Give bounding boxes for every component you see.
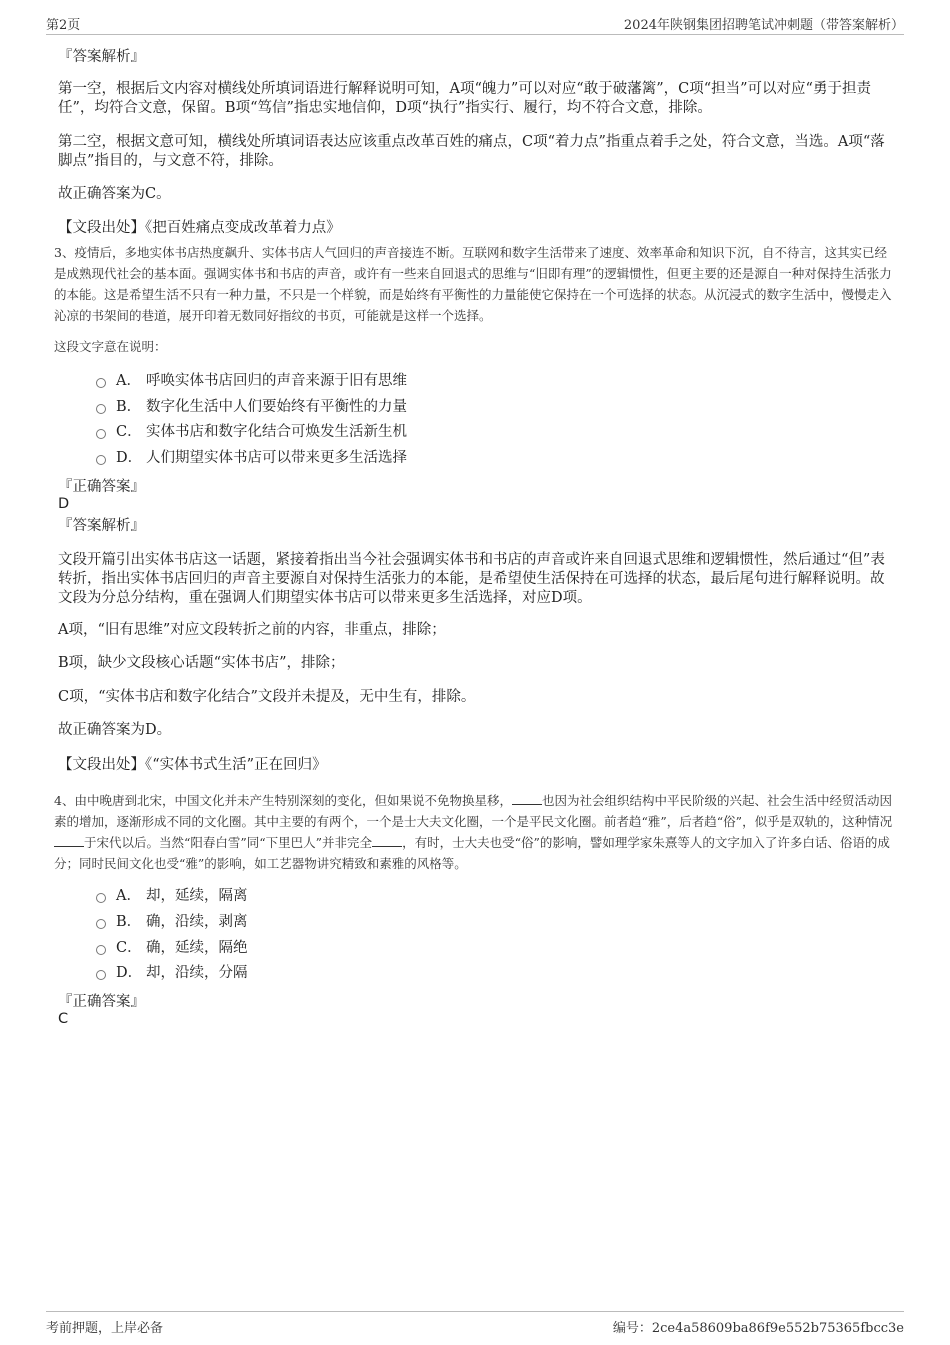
radio-icon[interactable] xyxy=(96,404,106,414)
blank-3 xyxy=(372,834,402,847)
q4-option-d[interactable]: D． 却，沿续，分隔 xyxy=(96,963,248,983)
radio-icon[interactable] xyxy=(96,945,106,955)
blank-2 xyxy=(54,834,84,847)
q2-source: 【文段出处】《把百姓痛点变成改革着力点》 xyxy=(58,220,341,236)
q3-option-b[interactable]: B． 数字化生活中人们要始终有平衡性的力量 xyxy=(96,397,407,417)
document-id: 编号：2ce4a58609ba86f9e552b75365fbcc3e xyxy=(612,1321,904,1336)
radio-icon[interactable] xyxy=(96,455,106,465)
q4-option-c[interactable]: C． 确，延续，隔绝 xyxy=(96,938,248,958)
page-number: 第2页 xyxy=(46,18,81,33)
q2-analysis-label: 『答案解析』 xyxy=(58,49,145,65)
q2-analysis-para3: 故正确答案为C。 xyxy=(58,186,171,202)
q3-source: 【文段出处】《“实体书式生活”正在回归》 xyxy=(58,757,327,773)
page-header xyxy=(46,14,904,35)
q3-correct-answer: D xyxy=(58,496,70,512)
q2-analysis-para1: 第一空，根据后文内容对横线处所填词语进行解释说明可知，A项“魄力”可以对应“敢于破藩篱”，C项“担当”可以对应“勇于担责任”，均符合文意，保留。B项“笃信”指忠实地信仰，D项“执行”指实行、履行，均不符合文意，排除。 xyxy=(58,81,871,116)
q3-prompt: 这段文字意在说明： xyxy=(54,339,167,354)
radio-icon[interactable] xyxy=(96,893,106,903)
q4-option-a[interactable]: A． 却，延续，隔离 xyxy=(96,886,248,906)
q3-option-a[interactable]: A． 呼唤实体书店回归的声音来源于旧有思维 xyxy=(96,371,407,391)
blank-1 xyxy=(512,792,542,805)
footer-slogan: 考前押题，上岸必备 xyxy=(46,1321,164,1336)
q3-analysis-para4: C项，“实体书店和数字化结合”文段并未提及，无中生有，排除。 xyxy=(58,689,476,705)
q4-option-b[interactable]: B． 确，沿续，剥离 xyxy=(96,912,248,932)
radio-icon[interactable] xyxy=(96,919,106,929)
q3-option-d[interactable]: D． 人们期望实体书店可以带来更多生活选择 xyxy=(96,448,407,468)
q4-stem: 4、由中晚唐到北宋，中国文化并未产生特别深刻的变化，但如果说不免物换星移， 也因为社会组织结构中平民阶级的兴起、社会生活中经贸活动因素的增加，逐渐形成不同的文化圈。其中主要的有两个，一个是士大夫文化圈，一个是平民文化圈。前者趋“雅”，后者趋“俗”，似乎是双轨的，这种情况于宋代以后。当然“阳春白雪”同“下里巴人”并非完全 ，有时，士大夫也受“俗”的影响，譬如理学家朱熹等人的文字加入了许多白话、俗语的成分；同时民间文化也受“雅”的影响，如工艺器物讲究精致和素雅的风格等。 xyxy=(54,793,893,871)
q3-stem: 3、疫情后，多地实体书店热度飙升、实体书店人气回归的声音接连不断。互联网和数字生活带来了速度、效率革命和知识下沉，自不待言，这其实已经是成熟现代社会的基本面。强调实体书和书店的声音，或许有一些来自回退式的思维与“旧即有理”的逻辑惯性，但更主要的还是源自一种对保持生活张力的本能。这是希望生活不只有一种力量，不只是一个样貌，而是始终有平衡性的力量能使它保持在一个可选择的状态。从沉浸式的数字生活中，慢慢走入沁凉的书架间的巷道，展开印着无数同好指纹的书页，可能就是这样一个选择。 xyxy=(54,245,892,323)
q3-correct-label: 『正确答案』 xyxy=(58,479,145,495)
q3-analysis-label: 『答案解析』 xyxy=(58,518,145,534)
q2-analysis-para2: 第二空，根据文意可知，横线处所填词语表达应该重点改革百姓的痛点，C项“着力点”指重点着手之处，符合文意，当选。A项“落脚点”指目的，与文意不符，排除。 xyxy=(58,134,885,169)
radio-icon[interactable] xyxy=(96,378,106,388)
page-footer xyxy=(46,1311,904,1336)
q4-correct-label: 『正确答案』 xyxy=(58,994,145,1010)
q3-analysis-para2: A项，“旧有思维”对应文段转折之前的内容，非重点，排除； xyxy=(58,622,446,638)
radio-icon[interactable] xyxy=(96,429,106,439)
q3-analysis-para3: B项，缺少文段核心话题“实体书店”，排除； xyxy=(58,655,345,671)
q3-analysis-para1: 文段开篇引出实体书店这一话题，紧接着指出当今社会强调实体书和书店的声音或许来自回退式思维和逻辑惯性，然后通过“但”表转折，指出实体书店回归的声音主要源自对保持生活张力的本能，是希望使生活保持在可选择的状态，最后尾句进行解释说明。故文段为分总分结构，重在强调人们期望实体书店可以带来更多生活选择，对应D项。 xyxy=(58,552,885,606)
radio-icon[interactable] xyxy=(96,970,106,980)
document-title: 2024年陕钢集团招聘笔试冲刺题（带答案解析） xyxy=(623,18,904,33)
q4-correct-answer: C xyxy=(58,1011,69,1027)
q3-option-c[interactable]: C． 实体书店和数字化结合可焕发生活新生机 xyxy=(96,422,407,442)
q3-analysis-para5: 故正确答案为D。 xyxy=(58,722,172,738)
